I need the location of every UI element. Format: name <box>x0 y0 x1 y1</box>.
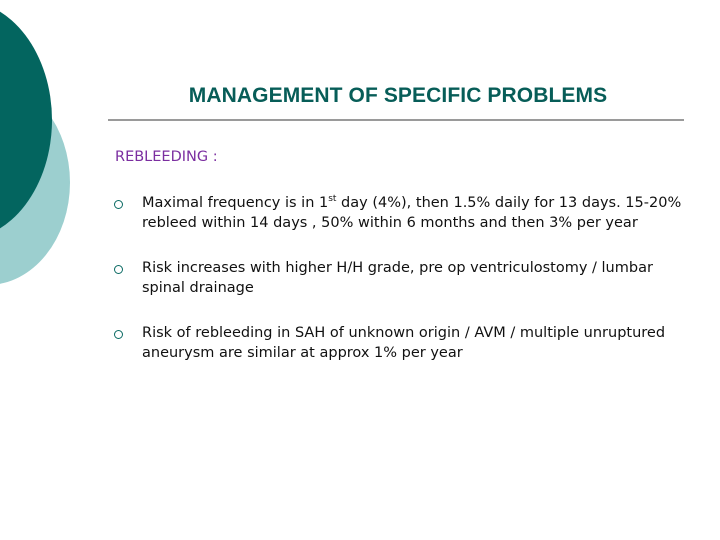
hollow-circle-bullet-icon <box>114 265 123 274</box>
bullet-item <box>112 194 692 233</box>
bullet-text-start: Maximal frequency is in 1 <box>142 195 329 211</box>
hollow-circle-bullet-icon <box>114 330 123 339</box>
ordinal-superscript: st <box>328 194 337 204</box>
bullet-text-end: day (4%), then 1.5% daily for 13 days. 15-20% rebleed within 14 days , 50% within 6 months and then 3% per year <box>142 195 682 231</box>
hollow-circle-bullet-icon <box>114 200 123 209</box>
bullet-text: Risk increases with higher H/H grade, pre op ventriculostomy / lumbar spinal drainage <box>142 260 653 296</box>
bullet-text: Risk of rebleeding in SAH of unknown origin / AVM / multiple unruptured aneurysm are similar at approx 1% per year <box>142 325 666 361</box>
section-heading: REBLEEDING : <box>115 149 218 165</box>
bullet-list <box>112 194 692 363</box>
slide-title: MANAGEMENT OF SPECIFIC PROBLEMS <box>188 84 608 107</box>
title-divider <box>108 119 684 121</box>
bullet-item <box>112 259 692 298</box>
bullet-item <box>112 324 692 363</box>
